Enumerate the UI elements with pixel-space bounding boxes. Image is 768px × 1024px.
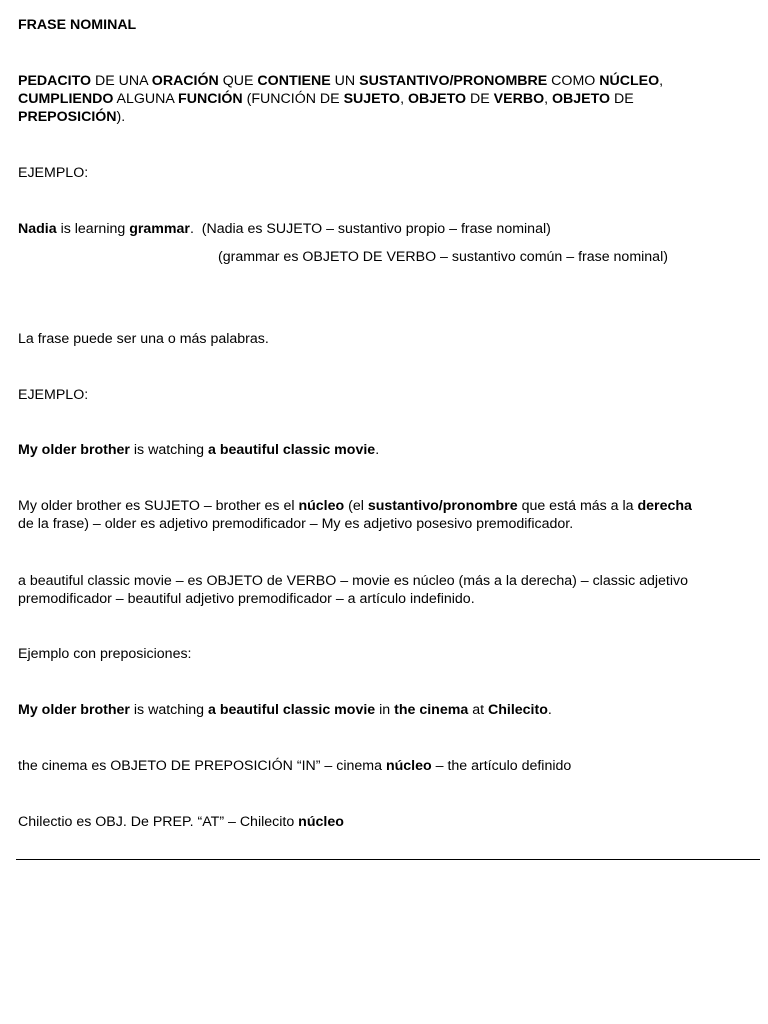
example-label: EJEMPLO: <box>18 165 89 181</box>
object-analysis-line-2: premodificador – beautiful adjetivo premodificador – a artículo indefinido. <box>18 591 475 607</box>
bold-text-run: NÚCLEO <box>599 73 660 89</box>
text-run: the cinema es OBJETO DE PREPOSICIÓN “IN” – cinema <box>18 758 386 774</box>
subject-analysis-line-2: de la frase) – older es adjetivo premodificador – My es adjetivo posesivo premodificador. <box>18 516 574 532</box>
text-run: (FUNCIÓN DE <box>242 91 344 107</box>
text-run: QUE <box>218 73 258 89</box>
definition-line-1 <box>18 72 663 90</box>
text-run: . <box>375 442 380 458</box>
bold-text-run: a beautiful classic movie <box>208 442 376 458</box>
text-run: in <box>375 702 395 718</box>
text-run: is watching <box>129 702 209 718</box>
text-run: DE UNA <box>91 73 152 89</box>
example-label-2: EJEMPLO: <box>18 387 89 403</box>
text-run: COMO <box>547 73 600 89</box>
text-run: My older brother es SUJETO – brother es el <box>18 498 299 514</box>
bold-text-run: grammar <box>129 221 190 237</box>
chilecito-analysis <box>18 813 344 831</box>
bold-text-run: sustantivo/pronombre <box>367 498 518 514</box>
text-run: DE <box>610 91 634 107</box>
bold-text-run: derecha <box>637 498 692 514</box>
preposition-intro: Ejemplo con preposiciones: <box>18 646 192 662</box>
bold-text-run: PEDACITO <box>18 73 92 89</box>
text-run: is learning <box>56 221 130 237</box>
bold-text-run: My older brother <box>18 702 130 718</box>
subject-analysis-line-1 <box>18 497 692 515</box>
bold-text-run: núcleo <box>298 814 344 830</box>
bold-text-run: SUSTANTIVO/PRONOMBRE <box>359 73 548 89</box>
object-analysis-line-1: a beautiful classic movie – es OBJETO de VERBO – movie es núcleo (más a la derecha) – classic adjetivo <box>18 573 689 589</box>
text-run: UN <box>330 73 360 89</box>
bold-text-run: VERBO <box>493 91 545 107</box>
example-sentence-1 <box>18 220 551 238</box>
bold-text-run: OBJETO <box>407 91 467 107</box>
definition-line-2 <box>18 90 634 108</box>
bold-text-run: OBJETO <box>552 91 611 107</box>
bold-text-run: My older brother <box>18 442 130 458</box>
bold-text-run: ORACIÓN <box>151 73 219 89</box>
text-run: Chilectio es OBJ. De PREP. “AT” – Chilecito <box>18 814 299 830</box>
example-sentence-3 <box>18 701 552 719</box>
bold-text-run: PREPOSICIÓN <box>18 109 117 125</box>
text-run: – the artículo definido <box>431 758 572 774</box>
text-run: DE <box>466 91 494 107</box>
bold-text-run: CONTIENE <box>257 73 331 89</box>
bold-text-run: CUMPLIENDO <box>18 91 114 107</box>
bold-text-run: Chilecito <box>487 702 548 718</box>
definition-line-3 <box>18 108 125 126</box>
text-run: ALGUNA <box>113 91 179 107</box>
text-run: ). <box>116 109 126 125</box>
page-title: FRASE NOMINAL <box>18 17 137 33</box>
text-run: , <box>659 73 664 89</box>
horizontal-divider <box>16 859 760 860</box>
example-note-grammar: (grammar es OBJETO DE VERBO – sustantivo común – frase nominal) <box>218 249 668 265</box>
text-run: at <box>468 702 488 718</box>
text-run: , <box>544 91 553 107</box>
bold-text-run: SUJETO <box>343 91 401 107</box>
bold-text-run: a beautiful classic movie <box>208 702 376 718</box>
text-run: . <box>547 702 552 718</box>
bold-text-run: the cinema <box>394 702 469 718</box>
bold-text-run: núcleo <box>385 758 432 774</box>
text-run: is watching <box>129 442 209 458</box>
bold-text-run: núcleo <box>298 498 345 514</box>
bold-text-run: FUNCIÓN <box>178 91 243 107</box>
cinema-analysis <box>18 757 571 775</box>
text-run: que está más a la <box>517 498 638 514</box>
text-run: . (Nadia es SUJETO – sustantivo propio – frase nominal) <box>189 221 551 237</box>
bold-text-run: Nadia <box>18 221 57 237</box>
example-sentence-2 <box>18 441 379 459</box>
phrase-length-note: La frase puede ser una o más palabras. <box>18 331 269 347</box>
text-run: (el <box>344 498 368 514</box>
text-run: , <box>400 91 408 107</box>
